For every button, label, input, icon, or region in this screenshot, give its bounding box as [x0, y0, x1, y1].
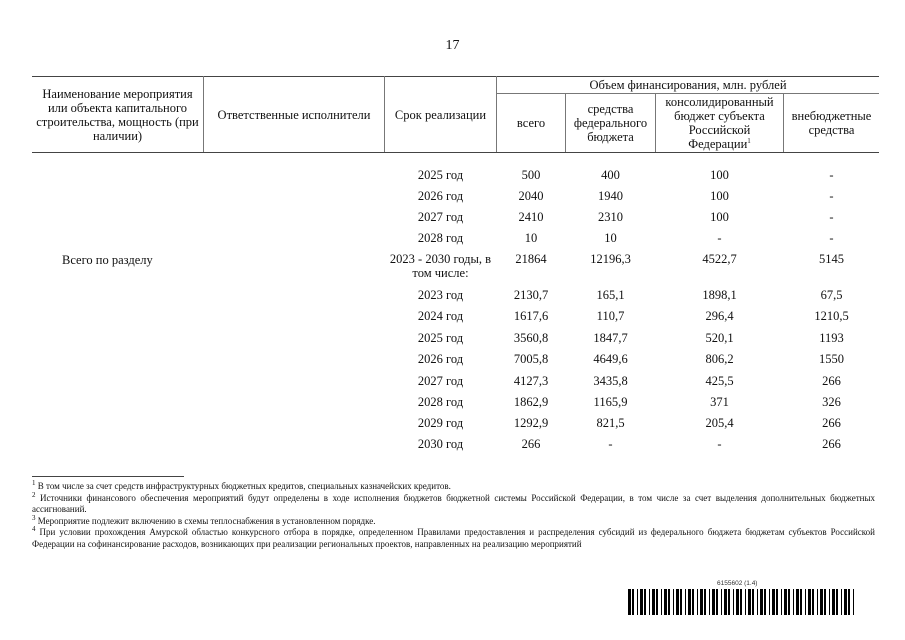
barcode-bar [800, 589, 802, 615]
barcode-bar [820, 589, 823, 615]
barcode-bar [836, 589, 838, 615]
barcode-bar [748, 589, 751, 615]
barcode-bar [760, 589, 763, 615]
table-cell-federal: 12196,3 [590, 252, 631, 266]
header-responsible: Ответственные исполнители [217, 108, 371, 122]
barcode-bar [712, 589, 715, 615]
table-cell-federal: 400 [601, 168, 620, 182]
table-cell-period: 2028 год [417, 395, 464, 409]
barcode-bar [824, 589, 826, 615]
header-extrabudgetary: внебюджетные средства [791, 109, 872, 137]
table-cell-consolidated: - [717, 231, 722, 245]
footnote: $^1$ В том числе за счет средств инфраструктурных бюджетных кредитов, специальных казначейских кредитов. [32, 479, 451, 491]
table-cell-consolidated: 205,4 [705, 416, 734, 430]
table-cell-consolidated: - [717, 437, 722, 451]
table-cell-period: 2023 - 2030 годы, в том числе: [389, 252, 492, 280]
barcode-bar [697, 589, 698, 615]
table-cell-extra: 1550 [819, 352, 844, 366]
table-cell-consolidated: 100 [710, 168, 729, 182]
header-consolidated: консолидированный бюджет субъекта Российской Федерации$^1$ [665, 95, 774, 151]
header-funding-group: Объем финансирования, млн. рублей [589, 78, 787, 92]
footnote: $^4$ При условии прохождения Амурской областью конкурсного отбора в порядке, определенном Правилами предоставления и распределения субсидий из федерального бюджета бюджетам субъектов Российской Федерации на софинансирование расходов, возникающих при реализации региональных проектов, направленных на реализацию мероприятий [32, 525, 875, 549]
barcode-bar [853, 589, 854, 615]
footnote: $^3$ Мероприятие подлежит включению в схемы теплоснабжения в установленном порядке. [32, 513, 376, 526]
table-cell-consolidated: 100 [710, 189, 729, 203]
table-cell-federal: 1940 [598, 189, 623, 203]
page-number: 17 [445, 38, 460, 53]
barcode-bar [757, 589, 758, 615]
barcode-bar [724, 589, 727, 615]
barcode-bar [652, 589, 655, 615]
barcode-bar [812, 589, 814, 615]
table-cell-consolidated: 806,2 [705, 352, 734, 366]
barcode-id: 6155602 (1.4) [717, 580, 758, 587]
barcode-bar [848, 589, 850, 615]
barcode-bar [829, 589, 830, 615]
table-cell-extra: 266 [822, 416, 841, 430]
table-cell-federal: - [608, 437, 613, 451]
table-cell-total: 3560,8 [513, 331, 549, 345]
barcode-bar [685, 589, 686, 615]
table-cell-period: 2024 год [417, 309, 464, 323]
table-cell-extra: - [829, 189, 834, 203]
barcode-bar [668, 589, 670, 615]
barcode-bar [781, 589, 782, 615]
barcode-image [628, 589, 858, 615]
barcode-bar [721, 589, 722, 615]
barcode-bar [728, 589, 730, 615]
table-cell-extra: 67,5 [820, 288, 843, 302]
header-name: Наименование мероприятия или объекта капитального строительства, мощность (при наличии) [36, 87, 199, 143]
table-cell-total: 1862,9 [513, 395, 549, 409]
barcode-bar [661, 589, 662, 615]
table-cell-total: 2410 [518, 210, 544, 224]
barcode-bar [745, 589, 746, 615]
table-cell-period: 2029 год [417, 416, 464, 430]
barcode-bar [709, 589, 710, 615]
table-cell-extra: 1210,5 [814, 309, 849, 323]
barcode-bar [740, 589, 742, 615]
table-cell-period: 2026 год [417, 352, 464, 366]
table-cell-consolidated: 100 [710, 210, 729, 224]
section-label: Всего по разделу [62, 253, 153, 267]
barcode-bar [688, 589, 691, 615]
table-cell-period: 2028 год [417, 231, 464, 245]
header-total: всего [516, 116, 546, 130]
barcode-bar [628, 589, 631, 615]
barcode-bar [769, 589, 770, 615]
header-period: Срок реализации [394, 108, 487, 122]
table-cell-total: 1292,9 [513, 416, 549, 430]
table-cell-extra: - [829, 210, 834, 224]
footnote-rule [32, 476, 184, 477]
barcode-bar [692, 589, 694, 615]
table-cell-total: 4127,3 [513, 374, 549, 388]
table-header-bottom-rule [32, 152, 879, 153]
table-cell-total: 7005,8 [513, 352, 549, 366]
table-cell-extra: 1193 [819, 331, 844, 345]
barcode-bar [764, 589, 766, 615]
table-cell-federal: 2310 [598, 210, 623, 224]
barcode-bar [733, 589, 734, 615]
table-cell-period: 2026 год [417, 189, 464, 203]
table-cell-period: 2027 год [417, 210, 464, 224]
barcode-bar [716, 589, 718, 615]
barcode-bar [649, 589, 650, 615]
table-cell-federal: 10 [604, 231, 617, 245]
barcode-bar [644, 589, 646, 615]
table-cell-period: 2025 год [417, 168, 464, 182]
table-cell-period: 2030 год [417, 437, 464, 451]
table-cell-federal: 3435,8 [593, 374, 628, 388]
table-cell-total: 2130,7 [513, 288, 549, 302]
barcode-bar [788, 589, 790, 615]
table-cell-federal: 165,1 [596, 288, 625, 302]
table-cell-period: 2025 год [417, 331, 464, 345]
table-cell-extra: - [829, 231, 834, 245]
barcode-bar [844, 589, 847, 615]
table-cell-period: 2027 год [417, 374, 464, 388]
table-cell-consolidated: 296,4 [705, 309, 734, 323]
barcode-bar [808, 589, 811, 615]
table-cell-extra: 266 [822, 374, 841, 388]
table-cell-consolidated: 425,5 [705, 374, 734, 388]
table-cell-extra: 326 [822, 395, 841, 409]
table-cell-consolidated: 520,1 [705, 331, 734, 345]
table-cell-total: 10 [524, 231, 538, 245]
table-cell-total: 2040 [518, 189, 544, 203]
footnote-ref: 1 [747, 136, 751, 145]
table-cell-total: 266 [521, 437, 541, 451]
barcode-bar [776, 589, 778, 615]
barcode-bar [673, 589, 674, 615]
table-cell-consolidated: 4522,7 [702, 252, 737, 266]
barcode-bar [832, 589, 835, 615]
table-cell-federal: 4649,6 [593, 352, 628, 366]
barcode-bar [772, 589, 775, 615]
table-cell-period: 2023 год [417, 288, 464, 302]
table-cell-federal: 1165,9 [593, 395, 628, 409]
barcode-bar [784, 589, 787, 615]
barcode-bar [704, 589, 706, 615]
barcode-bar [640, 589, 643, 615]
barcode-bar [752, 589, 754, 615]
footnotes [32, 481, 875, 550]
barcode-bar [656, 589, 658, 615]
barcode-bar [796, 589, 799, 615]
barcode-bar [676, 589, 679, 615]
barcode-bar [793, 589, 794, 615]
footnote: $^2$ Источники финансового обеспечения мероприятий будут определены в ходе исполнения бюджетов бюджетной системы Российской Федерации, в том числе за счет выделения дополнительных бюджетных ассигнований. [32, 490, 875, 514]
barcode-bar [841, 589, 842, 615]
barcode-bar [700, 589, 703, 615]
barcode-bar [817, 589, 818, 615]
barcode-bar [680, 589, 682, 615]
table-cell-extra: - [829, 168, 834, 182]
table-cell-federal: 1847,7 [593, 331, 628, 345]
barcode-bar [736, 589, 739, 615]
barcode-bar [805, 589, 806, 615]
header-federal: средства федерального бюджета [573, 102, 648, 144]
barcode-bar [664, 589, 667, 615]
barcode-bar [637, 589, 638, 615]
table-cell-consolidated: 1898,1 [702, 288, 737, 302]
table-cell-extra: 5145 [819, 252, 844, 266]
table-cell-extra: 266 [822, 437, 841, 451]
table-cell-total: 500 [521, 168, 541, 182]
table-cell-consolidated: 371 [710, 395, 729, 409]
table-cell-federal: 110,7 [596, 309, 625, 323]
table-cell-total: 21864 [515, 252, 547, 266]
table-cell-federal: 821,5 [596, 416, 625, 430]
barcode-bar [632, 589, 634, 615]
table-cell-total: 1617,6 [513, 309, 549, 323]
